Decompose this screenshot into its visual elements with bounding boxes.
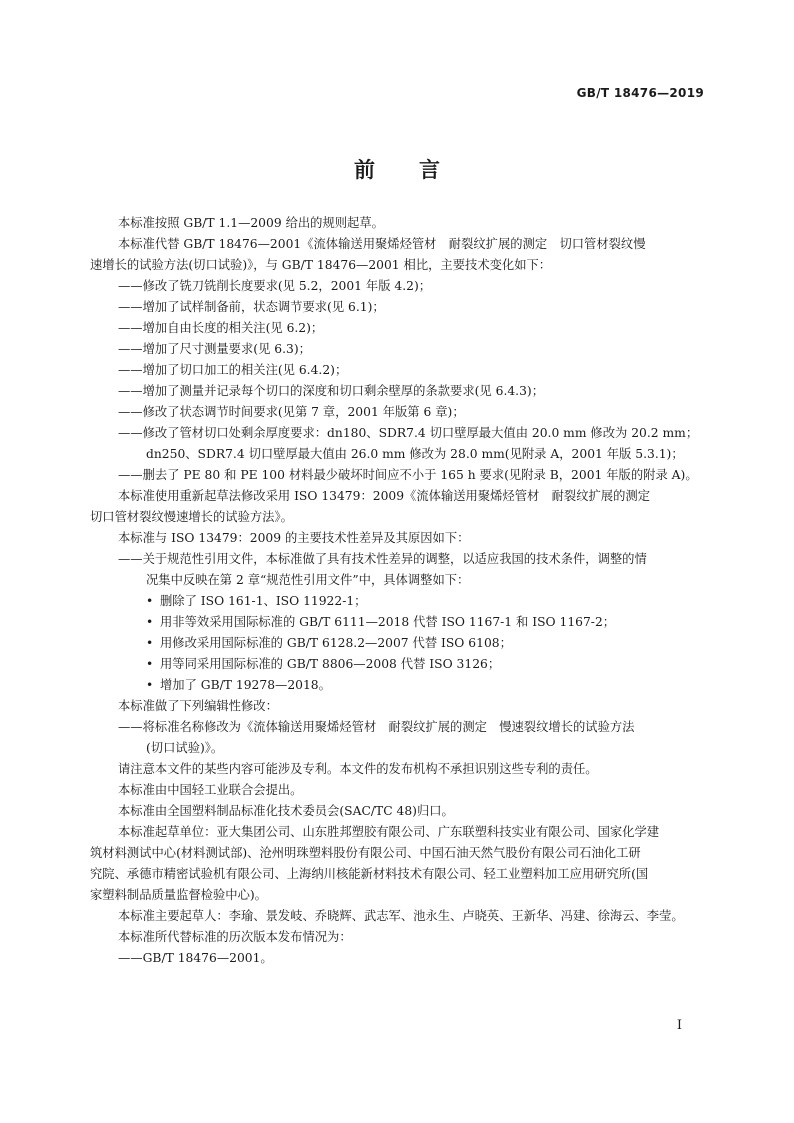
text-line: 本标准起草单位：亚大集团公司、山东胜邦塑胶有限公司、广东联塑科技实业有限公司、国家化学建: [118, 825, 660, 839]
bullet-icon: •: [146, 615, 154, 629]
page-number: I: [676, 1018, 682, 1033]
change-item: ——增加了试样制备前，状态调节要求(见 6.1)；: [118, 300, 385, 314]
text-line: 本标准做了下列编辑性修改：: [118, 699, 278, 713]
text-line: 速增长的试验方法(切口试验)》，与 GB/T 18476—2001 相比，主要技术变化如下：: [90, 258, 552, 272]
change-item: ——增加了尺寸测量要求(见 6.3)；: [118, 342, 311, 356]
bullet-icon: •: [146, 678, 154, 692]
text-line: 请注意本文件的某些内容可能涉及专利。本文件的发布机构不承担识别这些专利的责任。: [118, 762, 598, 776]
text-line: 本标准与 ISO 13479：2009 的主要技术性差异及其原因如下：: [118, 531, 470, 545]
bullet-item: • 删除了 ISO 161-1、ISO 11922-1；: [118, 591, 710, 612]
text-line: 本标准使用重新起草法修改采用 ISO 13479：2009《流体输送用聚烯烃管材 耐裂纹扩展的测定: [118, 489, 650, 503]
editorial-item-continued: (切口试验)》。: [146, 741, 224, 755]
text-line: 本标准由全国塑料制品标准化技术委员会(SAC/TC 48)归口。: [118, 804, 454, 818]
bullet-icon: •: [146, 657, 154, 671]
document-body: [90, 213, 710, 969]
text-line: 本标准代替 GB/T 18476—2001《流体输送用聚烯烃管材 耐裂纹扩展的测定 切口管材裂纹慢: [118, 237, 646, 251]
change-item: ——修改了铣刀铣削长度要求(见 5.2，2001 年版 4.2)；: [118, 279, 432, 293]
change-item: ——增加了测量并记录每个切口的深度和切口剩余壁厚的条款要求(见 6.4.3)；: [118, 384, 544, 398]
text-line: 本标准主要起草人：李瑜、景发岐、乔晓辉、武志军、池永生、卢晓英、王新华、冯建、徐海云、李莹。: [118, 909, 684, 923]
text-line: ——GB/T 18476—2001。: [118, 951, 273, 965]
difference-item-continued: 况集中反映在第 2 章“规范性引用文件”中，具体调整如下：: [146, 573, 470, 587]
bullet-item: • 增加了 GB/T 19278—2018。: [118, 675, 710, 696]
change-item: ——修改了管材切口处剩余厚度要求：dn180、SDR7.4 切口壁厚最大值由 20.0 mm 修改为 20.2 mm；: [118, 426, 699, 440]
bullet-icon: •: [146, 636, 154, 650]
text-line: 家塑料制品质量监督检验中心)。: [90, 888, 267, 902]
text-line: 本标准所代替标准的历次版本发布情况为：: [118, 930, 352, 944]
bullet-icon: •: [146, 594, 154, 608]
bullet-item: • 用修改采用国际标准的 GB/T 6128.2—2007 代替 ISO 6108；: [118, 633, 710, 654]
page-title: 前言: [354, 158, 484, 182]
text-line: 切口管材裂纹慢速增长的试验方法》。: [90, 510, 293, 524]
change-item: ——删去了 PE 80 和 PE 100 材料最少破坏时间应不小于 165 h 要求(见附录 B，2001 年版的附录 A)。: [118, 468, 698, 482]
text-line: 本标准按照 GB/T 1.1—2009 给出的规则起草。: [118, 216, 384, 230]
bullet-item: • 用等同采用国际标准的 GB/T 8806—2008 代替 ISO 3126；: [118, 654, 710, 675]
bullet-item: • 用非等效采用国际标准的 GB/T 6111—2018 代替 ISO 1167-1 和 ISO 1167-2；: [118, 612, 710, 633]
change-item: ——修改了状态调节时间要求(见第 7 章，2001 年版第 6 章)；: [118, 405, 465, 419]
text-line: 筑材料测试中心(材料测试部)、沧州明珠塑料股份有限公司、中国石油天然气股份有限公司石油化工研: [90, 846, 641, 860]
editorial-item: ——将标准名称修改为《流体输送用聚烯烃管材 耐裂纹扩展的测定 慢速裂纹增长的试验方法: [118, 720, 635, 734]
standard-code-header: GB/T 18476—2019: [576, 86, 704, 100]
change-item: ——增加自由长度的相关注(见 6.2)；: [118, 321, 324, 335]
difference-item: ——关于规范性引用文件，本标准做了具有技术性差异的调整，以适应我国的技术条件，调整的情: [118, 552, 647, 566]
change-item: ——增加了切口加工的相关注(见 6.4.2)；: [118, 363, 348, 377]
change-item-continued: dn250、SDR7.4 切口壁厚最大值由 26.0 mm 修改为 28.0 mm(见附录 A，2001 年版 5.3.1)；: [146, 447, 684, 461]
text-line: 本标准由中国轻工业联合会提出。: [118, 783, 303, 797]
text-line: 究院、承德市精密试验机有限公司、上海纳川核能新材料技术有限公司、轻工业塑料加工应用研究所(国: [90, 867, 649, 881]
